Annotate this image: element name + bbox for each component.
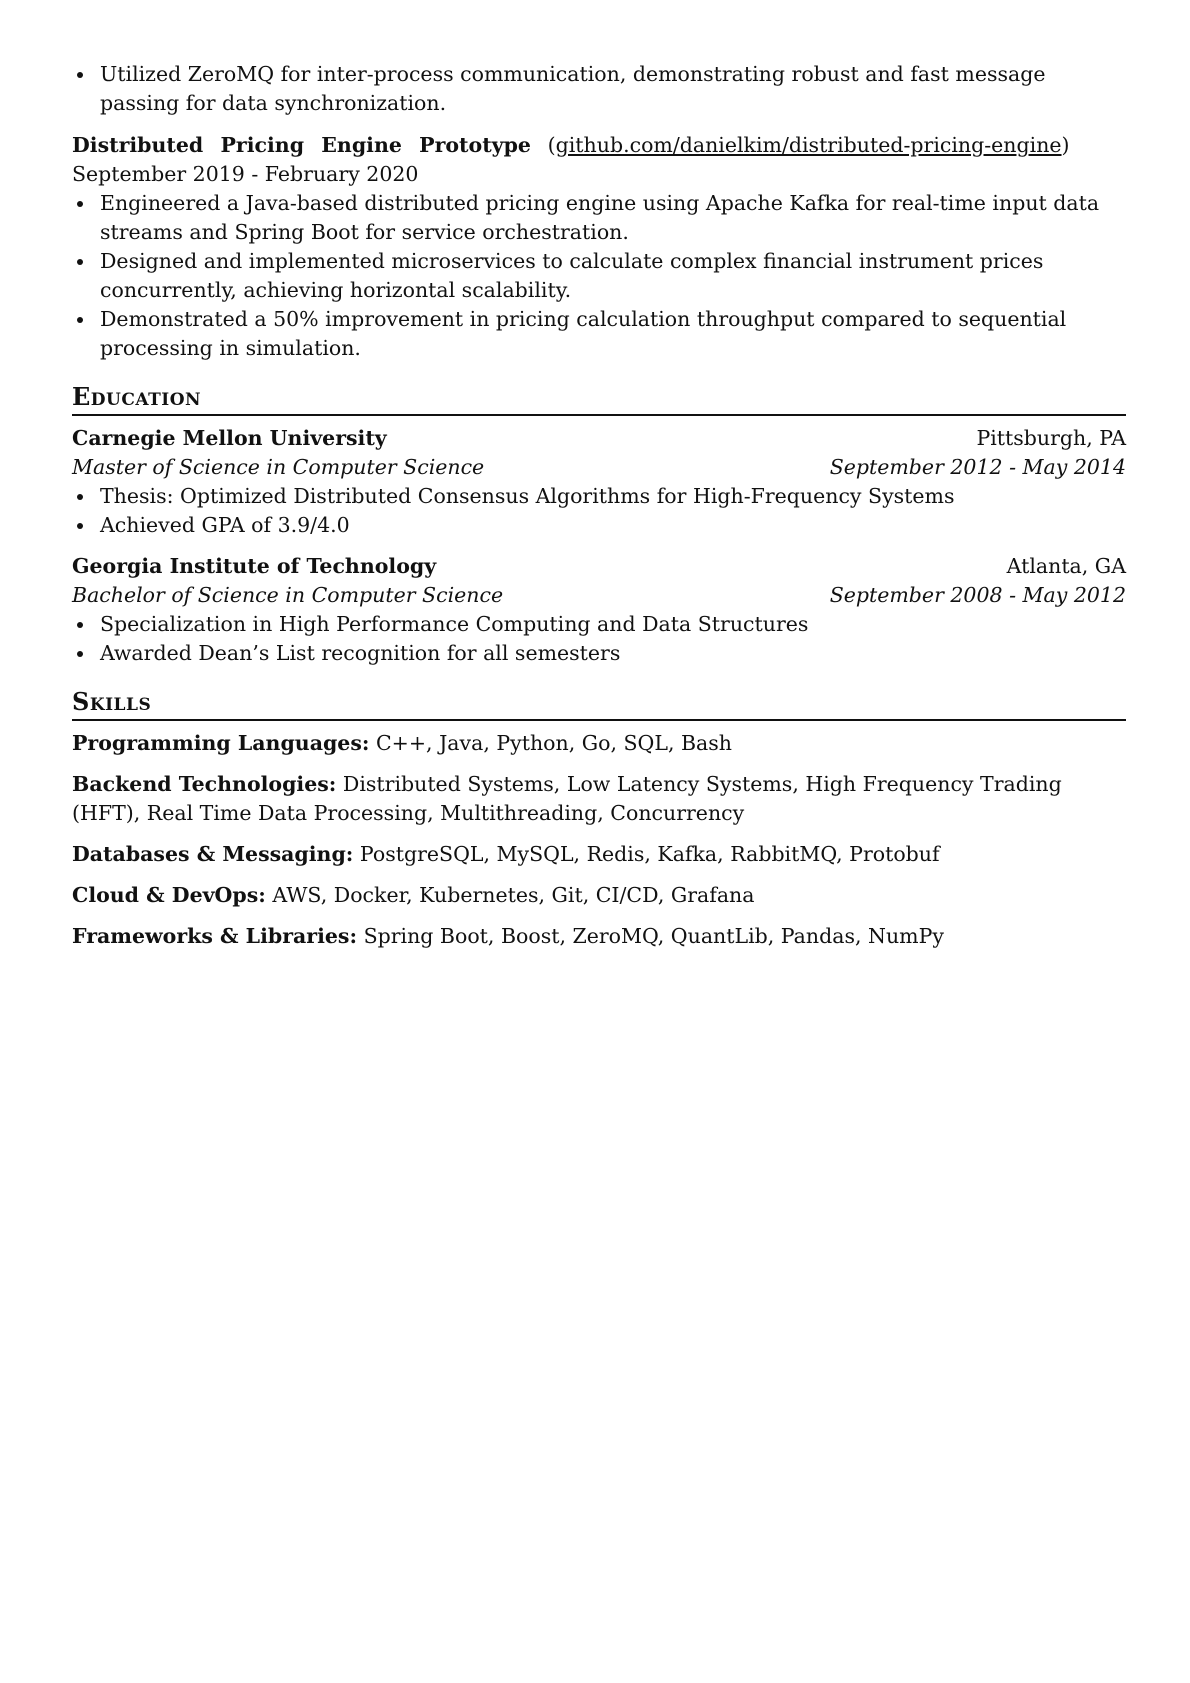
- bullet-item: Demonstrated a 50% improvement in pricing calculation throughput compared to sequential processing in simulation.: [72, 305, 1126, 363]
- skill-value: Distributed Systems, Low Latency Systems, High Frequency Trading (HFT), Real Time Data Processing, Multithreading, Concurrency: [72, 772, 1062, 825]
- school-location: Atlanta, GA: [1006, 554, 1126, 578]
- skills-heading: Skills: [72, 687, 1126, 721]
- education-dates: September 2008 - May 2012: [829, 583, 1126, 607]
- skill-line: [72, 881, 1126, 910]
- resume-page: [72, 60, 1126, 951]
- education-dates: September 2012 - May 2014: [829, 455, 1126, 479]
- education-entry: [72, 424, 1126, 540]
- bullet-item: Achieved GPA of 3.9/4.0: [72, 511, 1126, 540]
- skill-line: [72, 729, 1126, 758]
- skill-value: PostgreSQL, MySQL, Redis, Kafka, RabbitMQ, Protobuf: [359, 842, 940, 866]
- project-bullets: [72, 189, 1126, 363]
- project-title: Distributed Pricing Engine Prototype: [72, 133, 531, 157]
- school-location: Pittsburgh, PA: [976, 426, 1126, 450]
- skill-label: Databases & Messaging:: [72, 842, 354, 866]
- skill-line: [72, 770, 1126, 828]
- skills-list: [72, 729, 1126, 951]
- project-link[interactable]: github.com/danielkim/distributed-pricing-engine: [555, 133, 1062, 157]
- skill-label: Programming Languages:: [72, 731, 370, 755]
- skill-label: Backend Technologies:: [72, 772, 337, 796]
- bullet-item: Utilized ZeroMQ for inter-process communication, demonstrating robust and fast message passing for data synchronization.: [72, 60, 1126, 118]
- bullet-item: Engineered a Java-based distributed pricing engine using Apache Kafka for real-time input data streams and Spring Boot for service orchestration.: [72, 189, 1126, 247]
- skill-line: [72, 922, 1126, 951]
- skill-value: Spring Boot, Boost, ZeroMQ, QuantLib, Pandas, NumPy: [363, 924, 944, 948]
- school-name: Georgia Institute of Technology: [72, 554, 437, 578]
- skill-label: Cloud & DevOps:: [72, 883, 266, 907]
- bullet-item: Thesis: Optimized Distributed Consensus Algorithms for High-Frequency Systems: [72, 482, 1126, 511]
- skill-label: Frameworks & Libraries:: [72, 924, 358, 948]
- education-heading: Education: [72, 382, 1126, 416]
- degree: Bachelor of Science in Computer Science: [72, 583, 504, 607]
- project-continued-bullets: [72, 60, 1126, 118]
- skill-value: AWS, Docker, Kubernetes, Git, CI/CD, Grafana: [272, 883, 755, 907]
- bullet-item: Designed and implemented microservices to calculate complex financial instrument prices concurrently, achieving horizontal scalability.: [72, 247, 1126, 305]
- skill-value: C++, Java, Python, Go, SQL, Bash: [376, 731, 732, 755]
- project-header: Distributed Pricing Engine Prototype (github.com/danielkim/distributed-pricing-engine) September 2019 - February 2020: [72, 133, 1126, 186]
- skill-line: [72, 840, 1126, 869]
- school-name: Carnegie Mellon University: [72, 426, 387, 450]
- bullet-item: Awarded Dean’s List recognition for all semesters: [72, 639, 1126, 668]
- education-entry: [72, 552, 1126, 668]
- bullet-item: Specialization in High Performance Computing and Data Structures: [72, 610, 1126, 639]
- project-dates: September 2019 - February 2020: [72, 162, 419, 186]
- degree: Master of Science in Computer Science: [72, 455, 485, 479]
